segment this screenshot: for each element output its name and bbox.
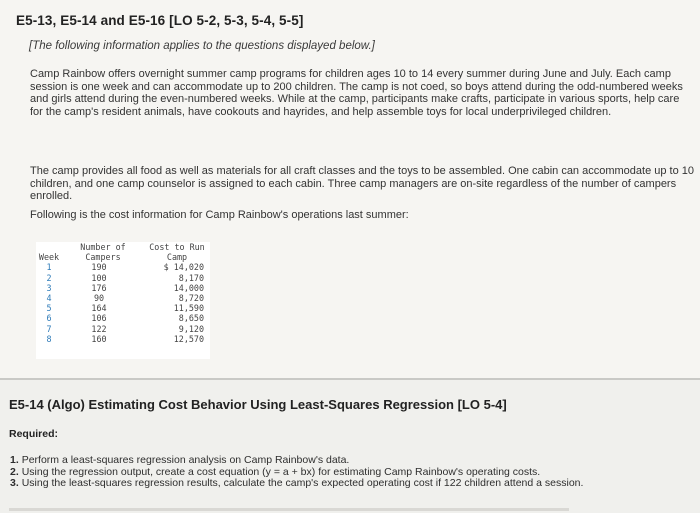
description-paragraph-3: Following is the cost information for Camp Rainbow's operations last summer: (30, 209, 409, 221)
table-cell-campers: 122 (91, 323, 107, 334)
list-item-number: 2. (10, 465, 19, 478)
problem-title: E5-13, E5-14 and E5-16 [LO 5-2, 5-3, 5-4, 5-5] (16, 13, 304, 28)
table-row (36, 273, 210, 283)
list-item (10, 478, 690, 490)
table-row (36, 303, 210, 313)
table-cell-week: 4 (46, 293, 52, 304)
table-cell-cost: 8,720 (178, 293, 204, 304)
table-cell-campers: 164 (91, 303, 107, 314)
table-cell-campers: 100 (91, 272, 107, 283)
table-header-campers-line2: Campers (85, 252, 121, 263)
table-header-week: Week (38, 252, 60, 263)
table-cell-week: 7 (46, 323, 52, 334)
table-cell-campers: 190 (91, 262, 107, 273)
table-row (36, 334, 210, 344)
exercise-title: E5-14 (Algo) Estimating Cost Behavior Using Least-Squares Regression [LO 5-4] (9, 397, 507, 412)
table-row (36, 324, 210, 334)
table-row (36, 313, 210, 323)
table-cell-cost: 9,120 (178, 323, 204, 334)
list-item-number: 3. (10, 477, 19, 490)
table-cell-week: 6 (46, 313, 52, 324)
description-paragraph-1: Camp Rainbow offers overnight summer camp programs for children ages 10 to 14 every summer during June and July. Each camp session is one week and can accommodate up to 200 children. The camp is not coed, so boys attend during the odd-numbered weeks and girls attend during the even-numbered weeks. While at the camp, participants make crafts, participate in various sports, help care for the camp's resident animals, have cookouts and hayrides, and help assemble toys for local underprivileged children. (30, 68, 683, 118)
table-cell-campers: 106 (91, 313, 107, 324)
table-row (36, 283, 210, 293)
table-cell-cost: $ 14,020 (163, 262, 204, 273)
requirements-list (10, 455, 690, 490)
table-header-campers-line1: Number of (80, 242, 126, 252)
bottom-divider (9, 508, 569, 511)
table-cell-week: 8 (46, 333, 52, 344)
table-cell-cost: 11,590 (173, 303, 204, 314)
table-cell-week: 3 (46, 282, 52, 293)
table-cell-campers: 160 (91, 333, 107, 344)
table-cell-cost: 12,570 (173, 333, 204, 344)
table-cell-campers: 90 (93, 293, 105, 304)
table-header-cost-line2: Camp (166, 252, 188, 263)
table-header-cost-line1: Cost to Run (149, 242, 205, 252)
required-label: Required: (9, 428, 59, 440)
table-cell-cost: 8,650 (178, 313, 204, 324)
table-cell-campers: 176 (91, 282, 107, 293)
table-row (36, 293, 210, 303)
description-paragraph-2: The camp provides all food as well as materials for all craft classes and the toys to be assembled. One cabin can accommodate up to 10 children, and one camp counselor is assigned to each cabin. Three camp managers are on-site regardless of the number of campers enrolled. (30, 165, 695, 203)
cost-information-table (36, 242, 210, 359)
list-item-text: Using the least-squares regression results, calculate the camp's expected operating cost if 122 children attend a session. (21, 477, 584, 490)
list-item-text: Using the regression output, create a cost equation (y = a + bx) for estimating Camp Rainbow's operating costs. (21, 465, 541, 478)
table-cell-cost: 8,170 (178, 272, 204, 283)
problem-subtitle: [The following information applies to the questions displayed below.] (29, 40, 375, 52)
list-item-number: 1. (10, 454, 19, 466)
table-cell-week: 5 (46, 303, 52, 314)
list-item-text: Perform a least-squares regression analysis on Camp Rainbow's data. (21, 454, 350, 466)
table-cell-week: 2 (46, 272, 52, 283)
table-cell-cost: 14,000 (173, 282, 204, 293)
table-row (36, 262, 210, 272)
table-cell-week: 1 (46, 262, 52, 273)
